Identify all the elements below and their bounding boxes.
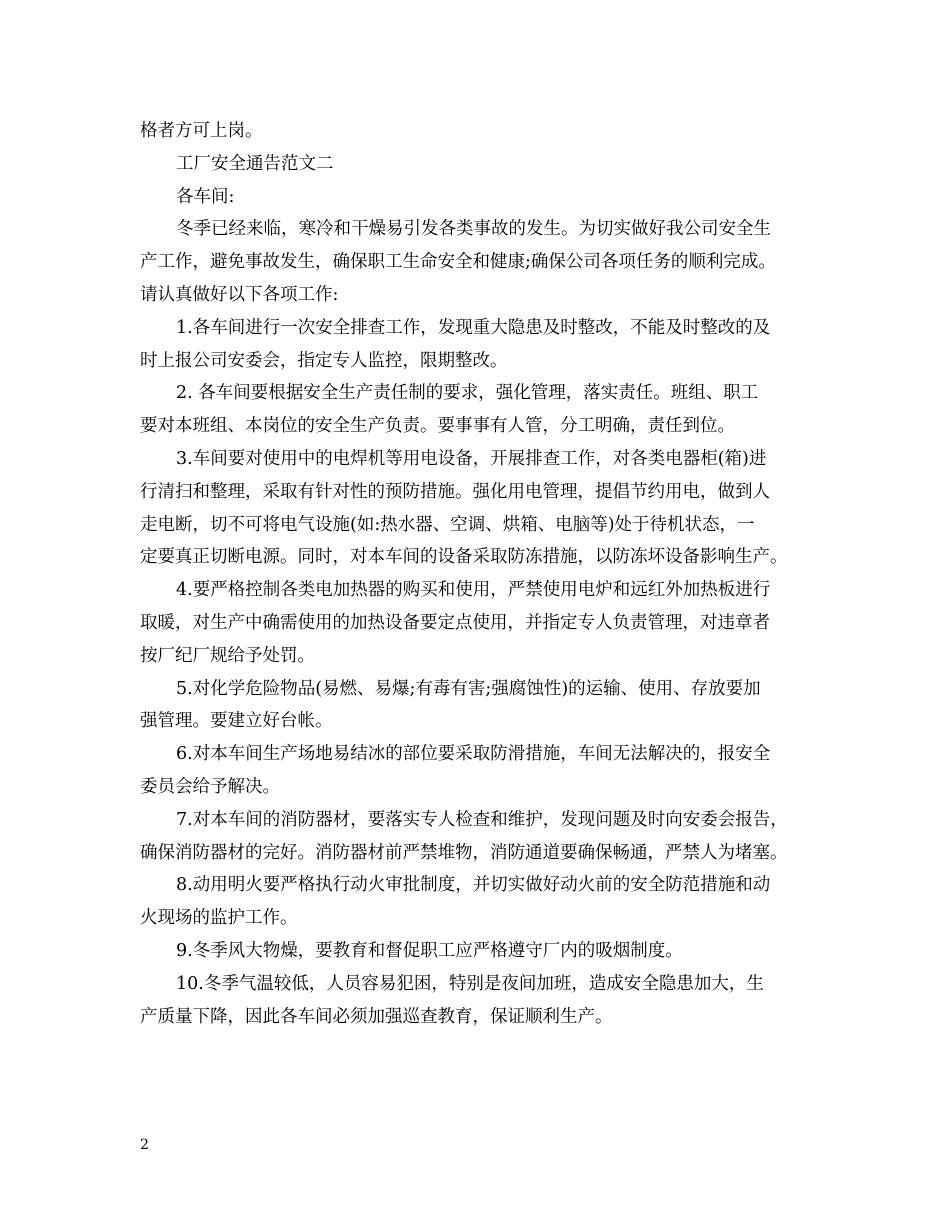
text-line: 产质量下降，因此各车间必须加强巡查教育，保证顺利生产。 [140,1006,613,1027]
text-line: 3.车间要对使用中的电焊机等用电设备，开展排查工作，对各类电器柜(箱)进 [176,448,767,469]
text-line: 冬季已经来临，寒冷和干燥易引发各类事故的发生。为切实做好我公司安全生 [176,219,771,240]
text-line: 走电断，切不可将电气设施(如:热水器、空调、烘箱、电脑等)处于待机状态，一 [140,514,755,535]
text-line: 委员会给予解决。 [140,776,280,797]
text-line: 格者方可上岗。 [140,121,263,141]
text-line: 6.对本车间生产场地易结冰的部位要采取防滑措施，车间无法解决的，报安全 [176,744,771,765]
text-line: 要对本班组、本岗位的安全生产负责。要事事有人管，分工明确，责任到位。 [140,416,735,437]
text-line: 请认真做好以下各项工作: [140,284,339,305]
text-line: 7.对本车间的消防器材，要落实专人检查和维护，发现问题及时向安委会报告， [176,809,788,830]
text-line: 4.要严格控制各类电加热器的购买和使用，严禁使用电炉和远红外加热板进行 [176,580,771,601]
text-line: 产工作，避免事故发生，确保职工生命安全和健康;确保公司各项任务的顺利完成。 [140,252,776,273]
text-line: 8.动用明火要严格执行动火审批制度，并切实做好动火前的安全防范措施和动 [176,875,771,896]
text-line: 火现场的监护工作。 [140,908,298,929]
text-line: 行清扫和整理，采取有针对性的预防措施。强化用电管理，提倡节约用电，做到人 [140,481,770,502]
text-line: 2. 各车间要根据安全生产责任制的要求，强化管理，落实责任。班组、职工 [176,383,759,404]
text-line: 10.冬季气温较低，人员容易犯困，特别是夜间加班，造成安全隐患加大，生 [176,973,764,994]
text-line: 各车间: [176,186,235,207]
text-line: 1.各车间进行一次安全排查工作，发现重大隐患及时整改，不能及时整改的及 [176,317,771,338]
text-line: 确保消防器材的完好。消防器材前严禁堆物，消防通道要确保畅通，严禁人为堵塞。 [140,842,788,863]
text-line: 5.对化学危险物品(易燃、易爆;有毒有害;强腐蚀性)的运输、使用、存放要加 [176,678,761,699]
page-number: 2 [140,1137,149,1153]
text-line: 9.冬季风大物燥，要教育和督促职工应严格遵守厂内的吸烟制度。 [176,940,683,961]
text-line: 工厂安全通告范文二 [176,153,334,174]
text-line: 强管理。要建立好台帐。 [140,711,333,732]
text-line: 定要真正切断电源。同时，对本车间的设备采取防冻措施，以防冻坏设备影响生产。 [140,547,788,568]
document-body [140,115,820,1033]
text-line: 时上报公司安委会，指定专人监控，限期整改。 [140,350,508,371]
text-line: 按厂纪厂规给予处罚。 [140,645,315,666]
text-line: 取暖，对生产中确需使用的加热设备要定点使用，并指定专人负责管理，对违章者 [140,612,770,633]
